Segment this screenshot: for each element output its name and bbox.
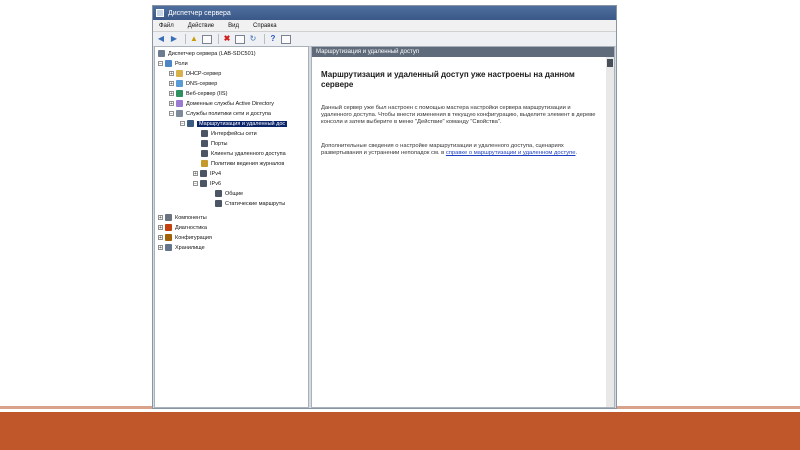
- tree-item-ports[interactable]: [201, 139, 227, 148]
- tree-label: Хранилище: [175, 244, 205, 251]
- tree-item-dhcp[interactable]: [169, 69, 221, 78]
- properties-icon[interactable]: [235, 35, 245, 44]
- tree-label: Клиенты удаленного доступа: [211, 150, 286, 157]
- tree-label: IPv6: [210, 180, 222, 187]
- tree-label: Службы политики сети и доступа: [186, 110, 271, 117]
- tree-label: Интерфейсы сети: [211, 130, 257, 137]
- tree-label: Доменные службы Active Directory: [186, 100, 274, 107]
- general-icon: [215, 190, 222, 197]
- tree-label: DNS-сервер: [186, 80, 218, 87]
- details-header: Маршрутизация и удаленный доступ: [312, 47, 614, 57]
- tree-item-nps[interactable]: [169, 109, 271, 118]
- tree-item-configuration[interactable]: [158, 233, 212, 242]
- console-icon[interactable]: [281, 35, 291, 44]
- expand-icon[interactable]: +: [159, 225, 162, 231]
- expand-icon[interactable]: +: [159, 215, 162, 221]
- back-arrow-icon[interactable]: ◀: [157, 34, 165, 43]
- network-interface-icon: [201, 130, 208, 137]
- tree-label: Веб-сервер (IIS): [186, 90, 228, 97]
- expand-icon[interactable]: +: [170, 91, 173, 97]
- static-routes-icon: [215, 200, 222, 207]
- menu-bar: [153, 20, 616, 32]
- refresh-icon[interactable]: ↻: [249, 34, 257, 43]
- help-link[interactable]: справке о маршрутизации и удаленном доступе: [445, 150, 576, 157]
- details-pane: [311, 46, 615, 408]
- dns-icon: [176, 80, 183, 87]
- tree-item-clients[interactable]: [201, 149, 286, 158]
- window-title: Диспетчер сервера: [168, 9, 231, 17]
- ports-icon: [201, 140, 208, 147]
- server-icon: [158, 50, 165, 57]
- tree-label: Диагностика: [175, 224, 207, 231]
- help-icon[interactable]: ?: [270, 34, 276, 43]
- scrollbar[interactable]: [606, 57, 614, 407]
- tree-item-ad[interactable]: [169, 99, 274, 108]
- expand-icon[interactable]: +: [170, 81, 173, 87]
- menu-action[interactable]: Действие: [187, 22, 215, 29]
- expand-icon[interactable]: +: [194, 171, 197, 177]
- tree-item-features[interactable]: [158, 213, 207, 222]
- tree-item-web[interactable]: [169, 89, 227, 98]
- collapse-icon[interactable]: −: [181, 121, 184, 127]
- network-policy-icon: [176, 110, 183, 117]
- toolbar: [153, 32, 616, 47]
- title-bar: [153, 6, 616, 20]
- configuration-icon: [165, 234, 172, 241]
- tree-label: Политики ведения журналов: [211, 160, 285, 167]
- app-icon: [156, 9, 164, 17]
- roles-icon: [165, 60, 172, 67]
- toolbar-separator: [218, 34, 219, 44]
- tree-label: Роли: [175, 60, 188, 67]
- delete-icon[interactable]: ✖: [223, 34, 231, 43]
- menu-view[interactable]: Вид: [228, 22, 240, 29]
- tree-item-ipv4[interactable]: [193, 169, 221, 178]
- tree-label-selected: Маршрутизация и удаленный дос: [199, 120, 286, 127]
- tree-item-static-routes[interactable]: [215, 199, 285, 208]
- menu-help[interactable]: Справка: [253, 22, 277, 29]
- routing-icon: [187, 120, 194, 127]
- toolbar-separator: [264, 34, 265, 44]
- tree-label: Диспетчер сервера (LAB-SDC501): [168, 50, 256, 57]
- web-server-icon: [176, 90, 183, 97]
- tree-label: Конфигурация: [175, 234, 212, 241]
- tree-item-ipv6[interactable]: [193, 179, 221, 188]
- tree-item-diagnostics[interactable]: [158, 223, 207, 232]
- tree-item-general[interactable]: [215, 189, 243, 198]
- active-directory-icon: [176, 100, 183, 107]
- details-paragraph-2: [321, 143, 596, 157]
- dhcp-icon: [176, 70, 183, 77]
- slide-footer-bar: [0, 412, 800, 450]
- expand-icon[interactable]: +: [159, 245, 162, 251]
- details-paragraph-2-text: Дополнительные сведения о настройке маршрутизации и удаленного доступа, сценариях развертывания и устранении неполадок см. в: [321, 143, 564, 157]
- ipv4-icon: [200, 170, 207, 177]
- scrollbar-thumb[interactable]: [607, 59, 613, 67]
- toolbar-separator: [185, 34, 186, 44]
- console-tree: [154, 46, 309, 408]
- details-heading: Маршрутизация и удаленный доступ уже настроены на данном сервере: [321, 70, 575, 89]
- tree-item-roles[interactable]: [158, 59, 188, 68]
- diagnostics-icon: [165, 224, 172, 231]
- expand-icon[interactable]: +: [170, 101, 173, 107]
- tree-label: IPv4: [210, 170, 222, 177]
- details-paragraph-2-end: .: [575, 150, 578, 157]
- tree-item-interfaces[interactable]: [201, 129, 257, 138]
- tree-label: Общие: [225, 190, 244, 197]
- tree-item-rras[interactable]: [180, 119, 287, 128]
- collapse-icon[interactable]: −: [170, 111, 173, 117]
- tree-item-dns[interactable]: [169, 79, 217, 88]
- collapse-icon[interactable]: −: [194, 181, 197, 187]
- tree-item-root[interactable]: [158, 49, 256, 58]
- expand-icon[interactable]: +: [170, 71, 173, 77]
- show-tree-icon[interactable]: [202, 35, 212, 44]
- tree-item-logging[interactable]: [201, 159, 284, 168]
- tree-label: DHCP-сервер: [186, 70, 222, 77]
- tree-item-storage[interactable]: [158, 243, 205, 252]
- features-icon: [165, 214, 172, 221]
- forward-arrow-icon[interactable]: ▶: [170, 34, 178, 43]
- server-manager-window: [152, 5, 617, 409]
- up-folder-icon[interactable]: ▲: [190, 34, 198, 43]
- tree-label: Компоненты: [175, 214, 207, 221]
- expand-icon[interactable]: +: [159, 235, 162, 241]
- menu-file[interactable]: Файл: [159, 22, 174, 29]
- storage-icon: [165, 244, 172, 251]
- ipv6-icon: [200, 180, 207, 187]
- tree-label: Статические маршруты: [225, 200, 286, 207]
- remote-clients-icon: [201, 150, 208, 157]
- collapse-icon[interactable]: −: [159, 61, 162, 67]
- details-paragraph-1: Данный сервер уже был настроен с помощью мастера настройки сервера маршрутизации и удаленного доступа. Чтобы внести изменения в текущую конфигурацию, выделите элемент в дереве консоли и затем выберите в меню "Действие" команду "Свойства".: [321, 105, 596, 126]
- tree-label: Порты: [211, 140, 228, 147]
- logging-policy-icon: [201, 160, 208, 167]
